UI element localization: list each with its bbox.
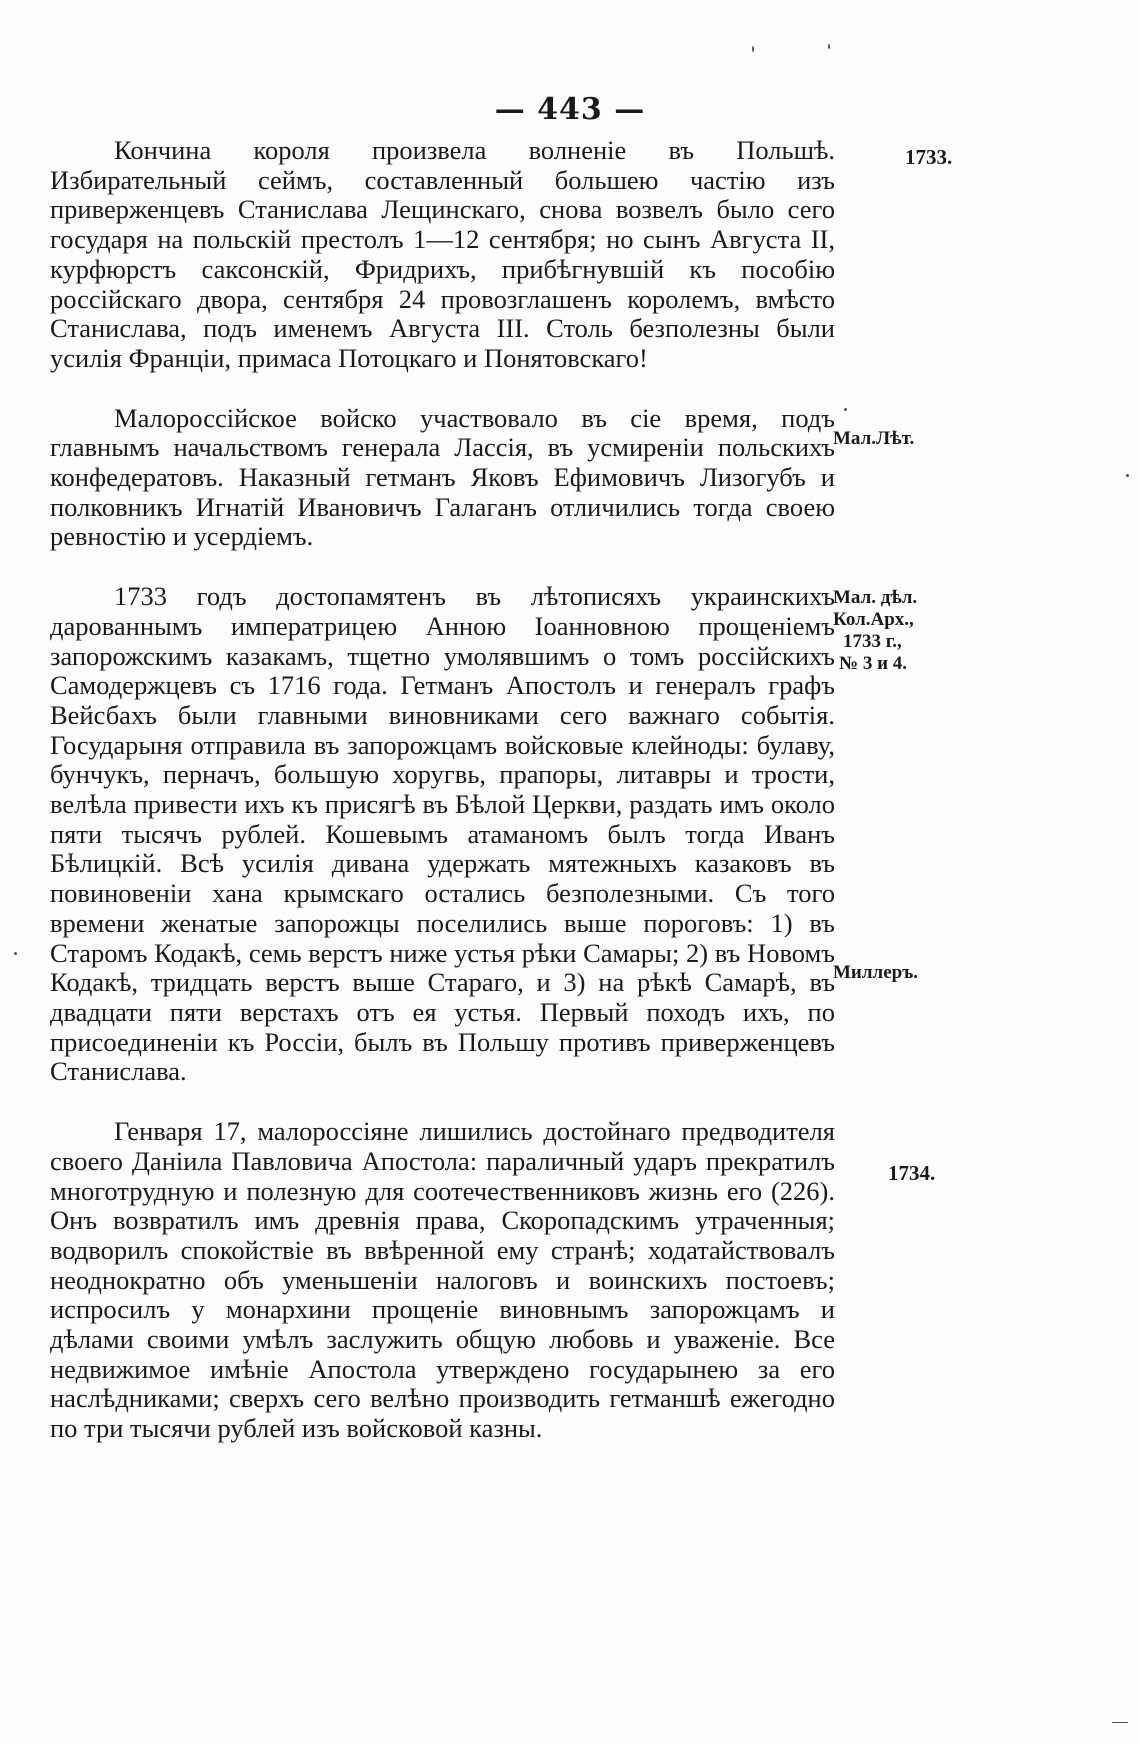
margin-note-line: Мал. дѣл. xyxy=(833,587,918,608)
margin-note-text: 1734. xyxy=(888,1161,936,1185)
main-text-column xyxy=(50,136,835,1474)
margin-note-year-1733 xyxy=(905,146,952,168)
scan-speck xyxy=(752,46,754,52)
scan-speck xyxy=(828,44,830,49)
paragraph-malorossian-army: Малороссійское войско участвовало въ сіе время, подъ главнымъ начальствомъ генерала Лассія, въ усмиреніи польскихъ конфедератовъ. Наказный гетманъ Яковъ Ефимовичъ Лизогубъ и полковникъ Игнатій Ивановичъ Галаганъ отличились тогда своею ревностію и усердіемъ. xyxy=(50,402,835,552)
margin-note-mal-let xyxy=(833,428,914,450)
scan-speck xyxy=(1112,1722,1128,1723)
margin-note-miller xyxy=(833,962,918,984)
paragraph-king-death: Кончина короля произвела волненіе въ Польшѣ. Избирательный сеймъ, составленный большею частію изъ приверженцевъ Станислава Лещинскаго, снова возвелъ было сего государя на польскій престолъ 1—12 сентября; но сынъ Августа II, курфюрстъ саксонскій, Фридрихъ, прибѣгнувшій къ пособію россійскаго двора, сентября 24 провозглашенъ королемъ, вмѣсто Станислава, подъ именемъ Августа III. Столь безполезны были усилія Франціи, примаса Потоцкаго и Понятовскаго! xyxy=(50,135,835,373)
margin-note-year-1734 xyxy=(888,1162,935,1184)
scan-speck xyxy=(844,408,847,411)
paragraph-1733-zaporozhians: 1733 годъ достопамятенъ въ лѣтописяхъ украинскихъ дарованнымъ императрицею Анною Іоанновною прощеніемъ запорожскимъ казакамъ, тщетно умолявшимъ о томъ россійскихъ Самодержцевъ съ 1716 года. Гетманъ Апостолъ и генералъ графъ Вейсбахъ были главными виновниками сего важнаго событія. Государыня отправила въ запорожцамъ войсковые клейноды: булаву, бунчукъ, перначъ, большую хоругвь, прапоры, литавры и трости, велѣла привести ихъ къ присягѣ въ Бѣлой Церкви, раздать имъ около пяти тысячъ рублей. Кошевымъ атаманомъ былъ тогда Иванъ Бѣлицкій. Всѣ усилія дивана удержать мятежныхъ казаковъ въ повиновеніи хана крымскаго остались безполезными. Съ того времени женатые запорожцы поселились выше пороговъ: 1) въ Старомъ Кодакѣ, семь верстъ ниже устья рѣки Самары; 2) въ Новомъ Кодакѣ, тридцать верстъ выше Стараго, и 3) на рѣкѣ Самарѣ, въ двадцати пяти верстахъ отъ ея устья. Первый походъ ихъ, по присоединеніи къ Россіи, былъ въ Польшу противъ приверженцевъ Станислава. xyxy=(50,581,835,1087)
scan-speck xyxy=(1126,474,1129,477)
margin-note-line: Кол.Арх., xyxy=(833,609,914,630)
margin-note-text: Мал.Лѣт. xyxy=(833,428,915,449)
paragraph-apostol-death: Генваря 17, малороссіяне лишились достойнаго предводителя своего Даніила Павловича Апостола: параличный ударъ прекратилъ многотрудную и полезную для соотечественниковъ жизнь его (226). Онъ возвратилъ имъ древнія права, Скоропадскимъ утраченныя; водворилъ спокойствіе въ ввѣренной ему странѣ; ходатайствовалъ неоднократно объ уменьшеніи налоговъ и воинскихъ постоевъ; испросилъ у монархини прощеніе виновнымъ запорожцамъ и дѣлами своими умѣлъ заслужить общую любовь и уваженіе. Все недвижимое имѣніе Апостола утверждено государынею за его наслѣдниками; сверхъ сего велѣно производить гетманшѣ ежегодно по три тысячи рублей изъ войсковой казны. xyxy=(50,1116,835,1444)
page-number: — 443 — xyxy=(494,92,646,127)
margin-note-line: № 3 и 4. xyxy=(839,653,908,674)
margin-note-text: Миллеръ. xyxy=(833,962,919,983)
margin-note-line: 1733 г., xyxy=(843,631,902,652)
margin-note-archive-reference xyxy=(833,587,917,675)
scan-speck xyxy=(14,952,17,955)
margin-note-text: 1733. xyxy=(905,145,953,169)
